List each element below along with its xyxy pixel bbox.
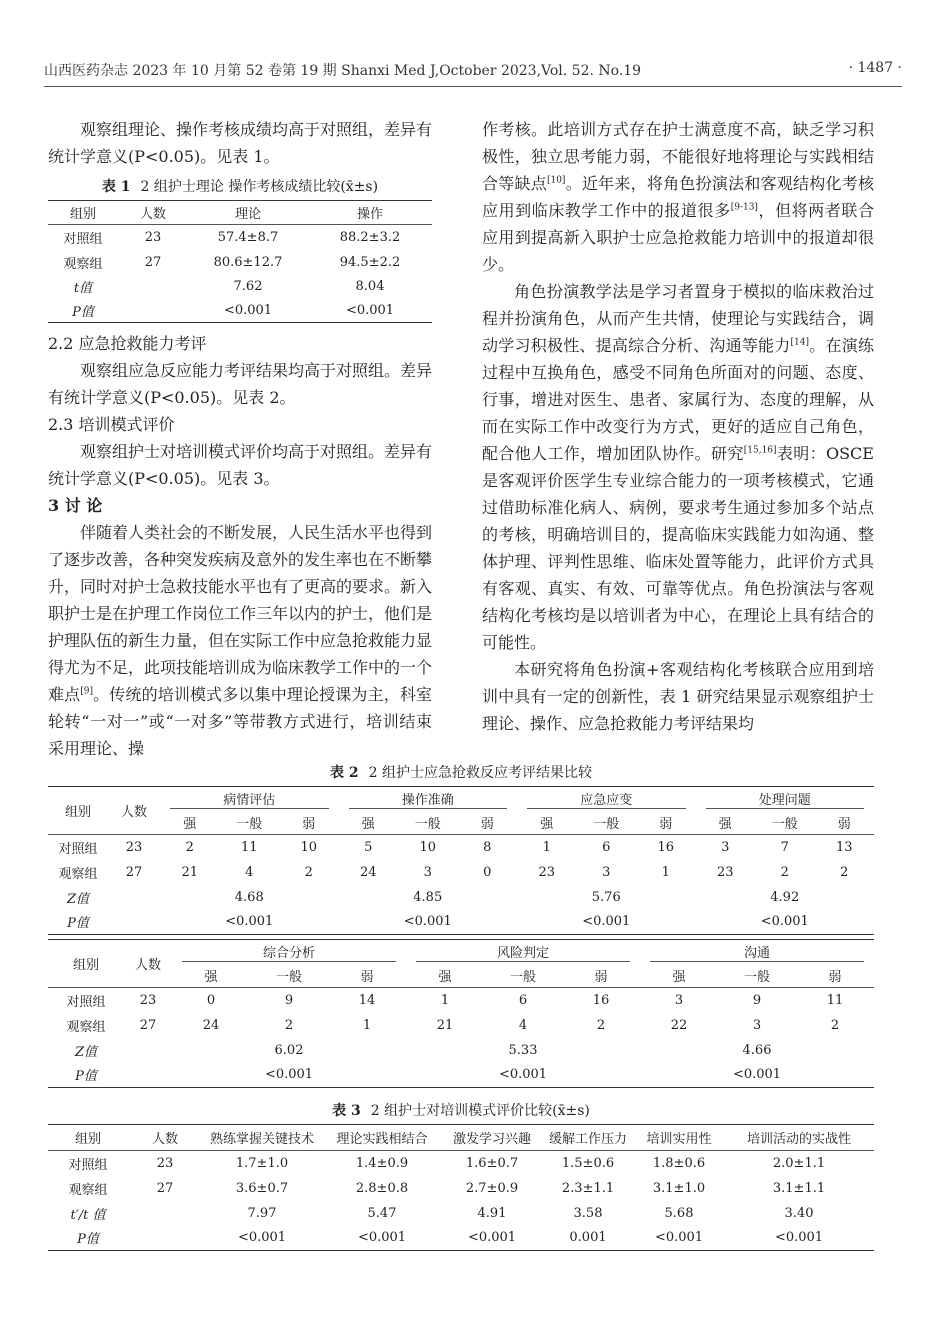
paragraph-discussion-4: 本研究将角色扮演+客观结构化考核联合应用到培训中具有一定的创新性，表 1 研究结果显示观察组护士理论、操作、应急抢救能力考评结果均 — [482, 660, 874, 733]
table-cell: 1.4±0.9 — [355, 1155, 409, 1171]
t2-z-label: Z值 — [66, 891, 90, 907]
table-cell: <0.001 — [654, 1230, 704, 1246]
t1-cell: 94.5±2.2 — [339, 255, 401, 270]
citation: [9-13] — [730, 202, 758, 213]
table-3-label: 表 3 — [332, 1103, 361, 1119]
t2-sub: 一般 — [398, 811, 458, 835]
t1-cell: <0.001 — [345, 302, 395, 318]
table-row — [48, 1063, 874, 1088]
table-cell: 1.7±1.0 — [235, 1155, 289, 1171]
table-cell: 3.6±0.7 — [235, 1180, 289, 1196]
table-header-cell: 熟练掌握关键技术 — [202, 1125, 322, 1151]
table-cell: 23 — [716, 864, 734, 880]
t2-p: <0.001 — [760, 914, 809, 930]
table-cell: 23 — [156, 1155, 174, 1171]
table-cell: 21 — [181, 864, 199, 880]
table-cell: 0 — [483, 864, 492, 880]
t1-cell: 对照组 — [63, 232, 103, 248]
table-cell: 9 — [284, 992, 294, 1008]
table-cell: 0.001 — [569, 1230, 607, 1246]
t2-p: <0.001 — [225, 914, 274, 930]
table-cell — [128, 1226, 202, 1251]
t1-cell: <0.001 — [223, 302, 273, 318]
table-cell: 23 — [538, 864, 556, 880]
table-header-cell: 培训活动的实战性 — [724, 1125, 874, 1151]
t2-head-n: 人数 — [108, 787, 160, 835]
t2-sub: 强 — [696, 811, 756, 835]
table-header-cell: 理论实践相结合 — [322, 1125, 442, 1151]
table-cell: 5.47 — [367, 1205, 397, 1221]
left-column — [48, 116, 432, 170]
table-3-title: 2 组护士对培训模式评价比较(x̄±s) — [370, 1103, 590, 1119]
section-2-3-heading: 2.3 培训模式评价 — [48, 415, 175, 434]
table-2-caption — [48, 762, 874, 782]
t2-sub: 强 — [160, 811, 220, 835]
table-cell: 1.8±0.6 — [652, 1155, 706, 1171]
t2-z: 4.66 — [742, 1042, 772, 1058]
t2-z: 5.33 — [508, 1042, 538, 1058]
table-cell: 3 — [721, 839, 730, 855]
table-header-cell: 人数 — [128, 1125, 202, 1151]
table-1-title: 2 组护士理论 操作考核成绩比较(x̄±s) — [140, 179, 379, 195]
t2-p-label: P值 — [75, 1069, 97, 1085]
t2-sub: 弱 — [279, 811, 339, 835]
table-header-cell: 激发学习兴趣 — [442, 1125, 542, 1151]
t1-cell: P值 — [72, 304, 94, 320]
table-cell: 4 — [245, 864, 254, 880]
table-cell: P值 — [77, 1232, 99, 1248]
table-2 — [48, 762, 874, 1088]
t2-group-head — [696, 787, 875, 811]
citation: [14] — [790, 337, 810, 348]
table-cell: <0.001 — [237, 1230, 287, 1246]
table-header-cell: 缓解工作压力 — [542, 1125, 634, 1151]
t1-cell — [118, 275, 188, 299]
t2-group-label: 处理问题 — [706, 789, 865, 809]
t2-z: 4.85 — [413, 889, 443, 905]
t2-group-head — [406, 940, 640, 964]
t2-group-label: 综合分析 — [182, 942, 396, 962]
table-cell: 2.8±0.8 — [355, 1180, 409, 1196]
t1-cell: 80.6±12.7 — [213, 255, 283, 270]
t2-sub: 弱 — [328, 964, 406, 988]
t2-sub: 强 — [517, 811, 577, 835]
table-cell: 10 — [419, 839, 437, 855]
t1-cell: 27 — [144, 255, 162, 270]
table-3-grid — [48, 1124, 874, 1251]
table-row — [48, 835, 874, 860]
t2-group-label: 操作准确 — [349, 789, 508, 809]
t2-sub: 一般 — [718, 964, 796, 988]
t2-sub: 一般 — [250, 964, 328, 988]
table-row — [48, 1038, 874, 1063]
table-cell: <0.001 — [467, 1230, 517, 1246]
table-cell: 2 — [284, 1017, 294, 1033]
table-cell: 11 — [240, 839, 258, 855]
table-cell: 11 — [826, 992, 844, 1008]
t2-sub: 一般 — [484, 964, 562, 988]
t2-group-head — [517, 787, 696, 811]
t2-sub: 弱 — [458, 811, 518, 835]
journal-info: 山西医药杂志 2023 年 10 月第 52 卷第 19 期 Shanxi Med J,October 2023,Vol. 52. No.19 — [44, 63, 642, 79]
t2-p: <0.001 — [264, 1067, 314, 1083]
text: ，但将两者联合应用到提高新入职护士应急抢救能力培训中的报道却很少。 — [482, 201, 874, 274]
section-3-heading: 3 讨 论 — [48, 496, 103, 515]
t2-p: <0.001 — [732, 1067, 782, 1083]
t2-z: 6.02 — [274, 1042, 304, 1058]
table-cell: 3.58 — [573, 1205, 603, 1221]
table-cell: 观察组 — [66, 1019, 106, 1035]
t2-sub: 一般 — [220, 811, 280, 835]
paragraph-discussion-2 — [482, 116, 874, 278]
page-number: · 1487 · — [848, 60, 902, 76]
table-cell: 3 — [752, 1017, 762, 1033]
table-row — [48, 1201, 874, 1226]
running-header — [44, 58, 902, 80]
table-cell: 3 — [423, 864, 432, 880]
table-cell: 4 — [518, 1017, 528, 1033]
table-3-caption — [48, 1100, 874, 1120]
paragraph-results-21: 观察组理论、操作考核成绩均高于对照组，差异有统计学意义(P<0.05)。见表 1。 — [48, 120, 433, 166]
t1-head: 操作 — [308, 201, 432, 225]
t2-z: 4.92 — [770, 889, 800, 905]
t2-sub: 强 — [640, 964, 718, 988]
table-cell: 27 — [125, 864, 143, 880]
text: 伴随着人类社会的不断发展，人民生活水平也得到了逐步改善，各种突发疾病及意外的发生率也在不断攀升，同时对护士急救技能水平也有了更高的要求。新入职护士是在护理工作岗位工作三年以内的护士，他们是护理队伍的新生力量，但在实际工作中应急抢救能力显得尤为不足，此项技能培训成为临床教学工作中的一个难点 — [48, 523, 433, 704]
table-cell: 10 — [300, 839, 318, 855]
t2-empty — [108, 910, 160, 935]
table-2-label: 表 2 — [330, 765, 359, 781]
t1-cell: 7.62 — [233, 279, 263, 294]
t2-sub: 强 — [339, 811, 399, 835]
t2-sub: 弱 — [562, 964, 640, 988]
citation: [10] — [546, 175, 566, 186]
table-cell: 24 — [202, 1017, 220, 1033]
table-cell: 观察组 — [58, 866, 98, 882]
table-header-cell: 组别 — [48, 1125, 128, 1151]
table-cell: <0.001 — [774, 1230, 824, 1246]
table-cell: 3 — [602, 864, 611, 880]
paragraph-discussion-3 — [482, 278, 874, 656]
text: 。近年来，将角色扮演法和客观结构化考核应用到临床教学工作中的报道很多 — [482, 174, 874, 220]
t2-sub: 强 — [172, 964, 250, 988]
t1-cell: 23 — [144, 230, 162, 246]
t2-p: <0.001 — [403, 914, 452, 930]
t1-cell — [118, 299, 188, 323]
table-cell: 1.5±0.6 — [561, 1155, 615, 1171]
table-cell: 2.3±1.1 — [561, 1180, 615, 1196]
t2-head-group: 组别 — [48, 940, 124, 988]
table-2-part-1 — [48, 786, 874, 935]
t2-z-label: Z值 — [74, 1044, 98, 1060]
t1-cell: 8.04 — [355, 279, 385, 294]
citation: [15,16] — [743, 445, 777, 456]
table-cell: 2 — [780, 864, 789, 880]
table-cell: 27 — [139, 1017, 157, 1033]
table-2-title: 2 组护士应急抢救反应考评结果比较 — [368, 765, 592, 781]
t2-sub: 弱 — [636, 811, 696, 835]
section-2-2-heading: 2.2 应急抢救能力考评 — [48, 334, 207, 353]
t2-sub: 弱 — [796, 964, 874, 988]
table-row — [48, 1013, 874, 1038]
table-cell: 9 — [752, 992, 762, 1008]
t2-group-head — [339, 787, 518, 811]
table-cell: 2 — [596, 1017, 606, 1033]
table-cell: 21 — [436, 1017, 454, 1033]
table-cell: 5.68 — [664, 1205, 694, 1221]
t2-group-label: 病情评估 — [170, 789, 329, 809]
table-cell: 7 — [780, 839, 789, 855]
t2-p-label: P值 — [67, 916, 89, 932]
t2-head-group: 组别 — [48, 787, 108, 835]
t2-p: <0.001 — [582, 914, 631, 930]
table-cell: 13 — [835, 839, 853, 855]
table-cell: 6 — [602, 839, 611, 855]
table-cell: 4.91 — [477, 1205, 507, 1221]
t2-sub: 一般 — [577, 811, 637, 835]
table-cell: 1 — [542, 839, 551, 855]
table-row — [48, 1176, 874, 1201]
t2-sub: 一般 — [755, 811, 815, 835]
text: 。传统的培训模式多以集中理论授课为主，科室轮转“一对一”或“一对多”等带教方式进行，培训结束采用理论、操 — [48, 685, 432, 758]
table-cell: 16 — [592, 992, 610, 1008]
t2-group-head — [640, 940, 874, 964]
table-cell: 23 — [139, 992, 157, 1008]
t2-group-label: 沟通 — [650, 942, 864, 962]
table-cell: 3.1±1.0 — [652, 1180, 706, 1196]
right-column — [482, 116, 874, 737]
paragraph-discussion-1 — [48, 519, 432, 762]
table-cell: 1 — [661, 864, 670, 880]
citation: [9] — [80, 686, 94, 697]
t1-cell: 观察组 — [63, 257, 103, 272]
table-cell: 2 — [840, 864, 849, 880]
t2-group-head — [160, 787, 339, 811]
left-column-lower — [48, 330, 432, 762]
t2-empty — [124, 1063, 172, 1088]
table-1-caption — [48, 176, 432, 196]
t2-empty — [108, 885, 160, 910]
table-cell: 1 — [362, 1017, 372, 1033]
table-cell: 1.6±0.7 — [465, 1155, 519, 1171]
text: 。在演练过程中互换角色，感受不同角色所面对的问题、态度、行事，增进对医生、患者、家属行为、态度的理解，从而在实际工作中改变行为方式，更好的适应自己角色，配合他人工作，增加团队协作。研究 — [482, 336, 874, 463]
table-cell: 14 — [358, 992, 376, 1008]
table-cell: 2 — [185, 839, 194, 855]
t1-head: 理论 — [188, 201, 308, 225]
table-cell: 27 — [156, 1180, 174, 1196]
header-rule — [44, 86, 902, 87]
paragraph-2-3: 观察组护士对培训模式评价均高于对照组。差异有统计学意义(P<0.05)。见表 3。 — [48, 442, 433, 488]
table-cell: 7.97 — [247, 1205, 277, 1221]
table-cell: <0.001 — [357, 1230, 407, 1246]
table-cell: 2 — [830, 1017, 840, 1033]
t2-sub: 弱 — [815, 811, 875, 835]
table-cell: 5 — [364, 839, 373, 855]
table-cell: 3.40 — [784, 1205, 814, 1221]
table-2-part-2 — [48, 939, 874, 1088]
table-cell: t′/t 值 — [70, 1207, 106, 1223]
t1-head: 组别 — [48, 201, 118, 225]
t2-empty — [124, 1038, 172, 1063]
table-row — [48, 885, 874, 910]
table-row — [48, 860, 874, 885]
t2-z: 4.68 — [234, 889, 264, 905]
table-cell: 对照组 — [58, 841, 98, 857]
t2-sub: 强 — [406, 964, 484, 988]
table-cell: 对照组 — [66, 994, 106, 1010]
paragraph-2-2: 观察组应急反应能力考评结果均高于对照组。差异有统计学意义(P<0.05)。见表 2。 — [48, 361, 433, 407]
table-cell: 2.7±0.9 — [465, 1180, 519, 1196]
t2-group-head — [172, 940, 406, 964]
table-1 — [48, 176, 432, 323]
t2-group-label: 应急应变 — [527, 789, 686, 809]
table-row — [48, 1151, 874, 1176]
table-row — [48, 1226, 874, 1251]
t2-p: <0.001 — [498, 1067, 548, 1083]
table-cell: 0 — [206, 992, 216, 1008]
table-1-grid — [48, 200, 432, 323]
table-cell: 对照组 — [68, 1157, 108, 1173]
table-cell: 2 — [304, 864, 313, 880]
t2-head-n: 人数 — [124, 940, 172, 988]
t1-head: 人数 — [118, 201, 188, 225]
table-cell: 观察组 — [68, 1182, 108, 1198]
table-header-cell: 培训实用性 — [634, 1125, 724, 1151]
table-cell: 16 — [657, 839, 675, 855]
table-cell: 6 — [518, 992, 528, 1008]
table-cell: 23 — [125, 839, 143, 855]
table-cell — [128, 1201, 202, 1226]
table-cell: 3 — [674, 992, 684, 1008]
table-1-label: 表 1 — [101, 179, 131, 195]
table-cell: 2.0±1.1 — [772, 1155, 826, 1171]
text: 表明：OSCE 是客观评价医学生专业综合能力的一项考核模式，它通过借助标准化病人、病例，要求考生通过参加多个站点的考核，明确培训目的，提高临床实践能力如沟通、整体护理、评判性思维、临床处置等能力，此评价方式具有客观、真实、有效、可靠等优点。角色扮演法与客观结构化考核均是以培训者为中心，在理论上具有结合的可能性。 — [482, 444, 874, 652]
t1-cell: 88.2±3.2 — [339, 230, 401, 246]
text: 作考核。此培训方式存在护士满意度不高，缺乏学习积极性，独立思考能力弱，不能很好地将理论与实践相结合等缺点 — [482, 120, 874, 193]
t1-cell: 57.4±8.7 — [217, 230, 279, 246]
table-cell: 8 — [483, 839, 492, 855]
table-cell: 24 — [359, 864, 377, 880]
table-row — [48, 910, 874, 935]
table-3 — [48, 1100, 874, 1251]
table-row — [48, 988, 874, 1013]
t1-cell: t值 — [73, 281, 93, 296]
table-cell: 22 — [670, 1017, 688, 1033]
t2-group-label: 风险判定 — [416, 942, 630, 962]
t2-z: 5.76 — [591, 889, 621, 905]
text: 角色扮演教学法是学习者置身于模拟的临床救治过程并扮演角色，从而产生共情，使理论与实践结合，调动学习积极性、提高综合分析、沟通等能力 — [482, 282, 874, 355]
table-cell: 3.1±1.1 — [772, 1180, 826, 1196]
table-cell: 1 — [440, 992, 450, 1008]
